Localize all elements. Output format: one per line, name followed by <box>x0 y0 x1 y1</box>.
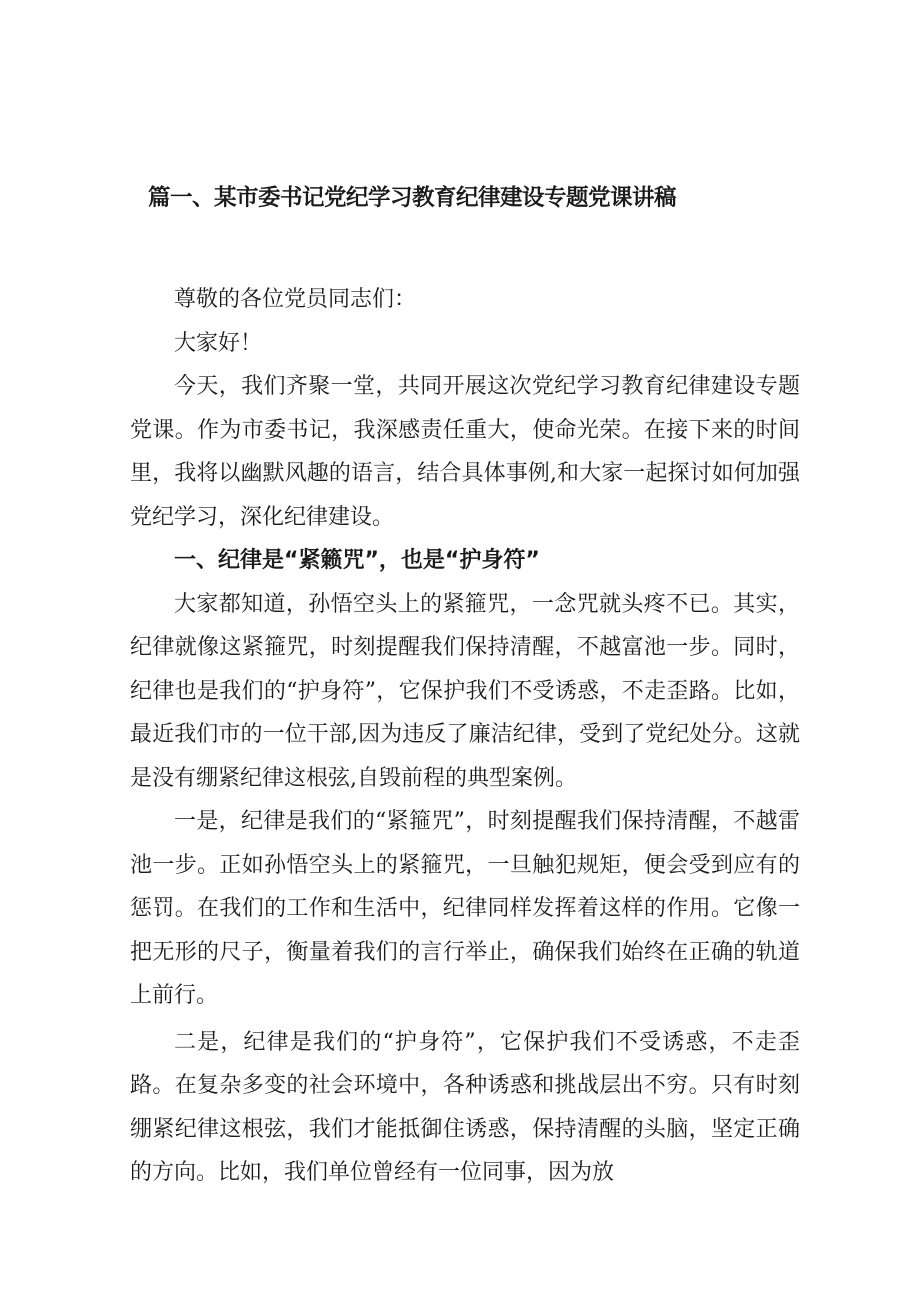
body-paragraph: 二是，纪律是我们的“护身符”，它保护我们不受诱惑，不走歪路。在复杂多变的社会环境中，各种诱惑和挑战层出不穷。只有时刻绷紧纪律这根弦，我们才能抵御住诱惑，保持清醒的头脑，坚定正确的方向。比如，我们单位曾经有一位同事，因为放 <box>130 1029 800 1185</box>
document-body <box>130 278 800 1195</box>
document-title: 篇一、某市委书记党纪学习教育纪律建设专题党课讲稿 <box>148 185 677 211</box>
salutation: 尊敬的各位党员同志们： <box>174 287 417 312</box>
greeting: 大家好！ <box>174 330 263 356</box>
section-heading: 一、纪律是“紧籁咒”，也是“护身符” <box>174 548 540 573</box>
intro-paragraph: 今天，我们齐聚一堂，共同开展这次党纪学习教育纪律建设专题党课。作为市委书记，我深感责任重大，使命光荣。在接下来的时间里，我将以幽默风趣的语言，结合具体事例,和大家一起探讨如何加强党纪学习，深化纪律建设。 <box>130 374 800 530</box>
body-paragraph: 大家都知道，孙悟空头上的紧箍咒，一念咒就头疼不已。其实，纪律就像这紧箍咒，时刻提醒我们保持清醒，不越富池一步。同时，纪律也是我们的“护身符”，它保护我们不受诱惑，不走歪路。比如，最近我们市的一位干部,因为违反了廉洁纪律，受到了党纪处分。这就是没有绷紧纪律这根弦,自毁前程的典型案例。 <box>130 591 800 791</box>
body-paragraph: 一是，纪律是我们的“紧箍咒”，时刻提醒我们保持清醒，不越雷池一步。正如孙悟空头上的紧箍咒，一旦触犯规矩，便会受到应有的惩罚。在我们的工作和生活中，纪律同样发挥着这样的作用。它像一把无形的尺子，衡量着我们的言行举止，确保我们始终在正确的轨道上前行。 <box>130 809 800 1008</box>
